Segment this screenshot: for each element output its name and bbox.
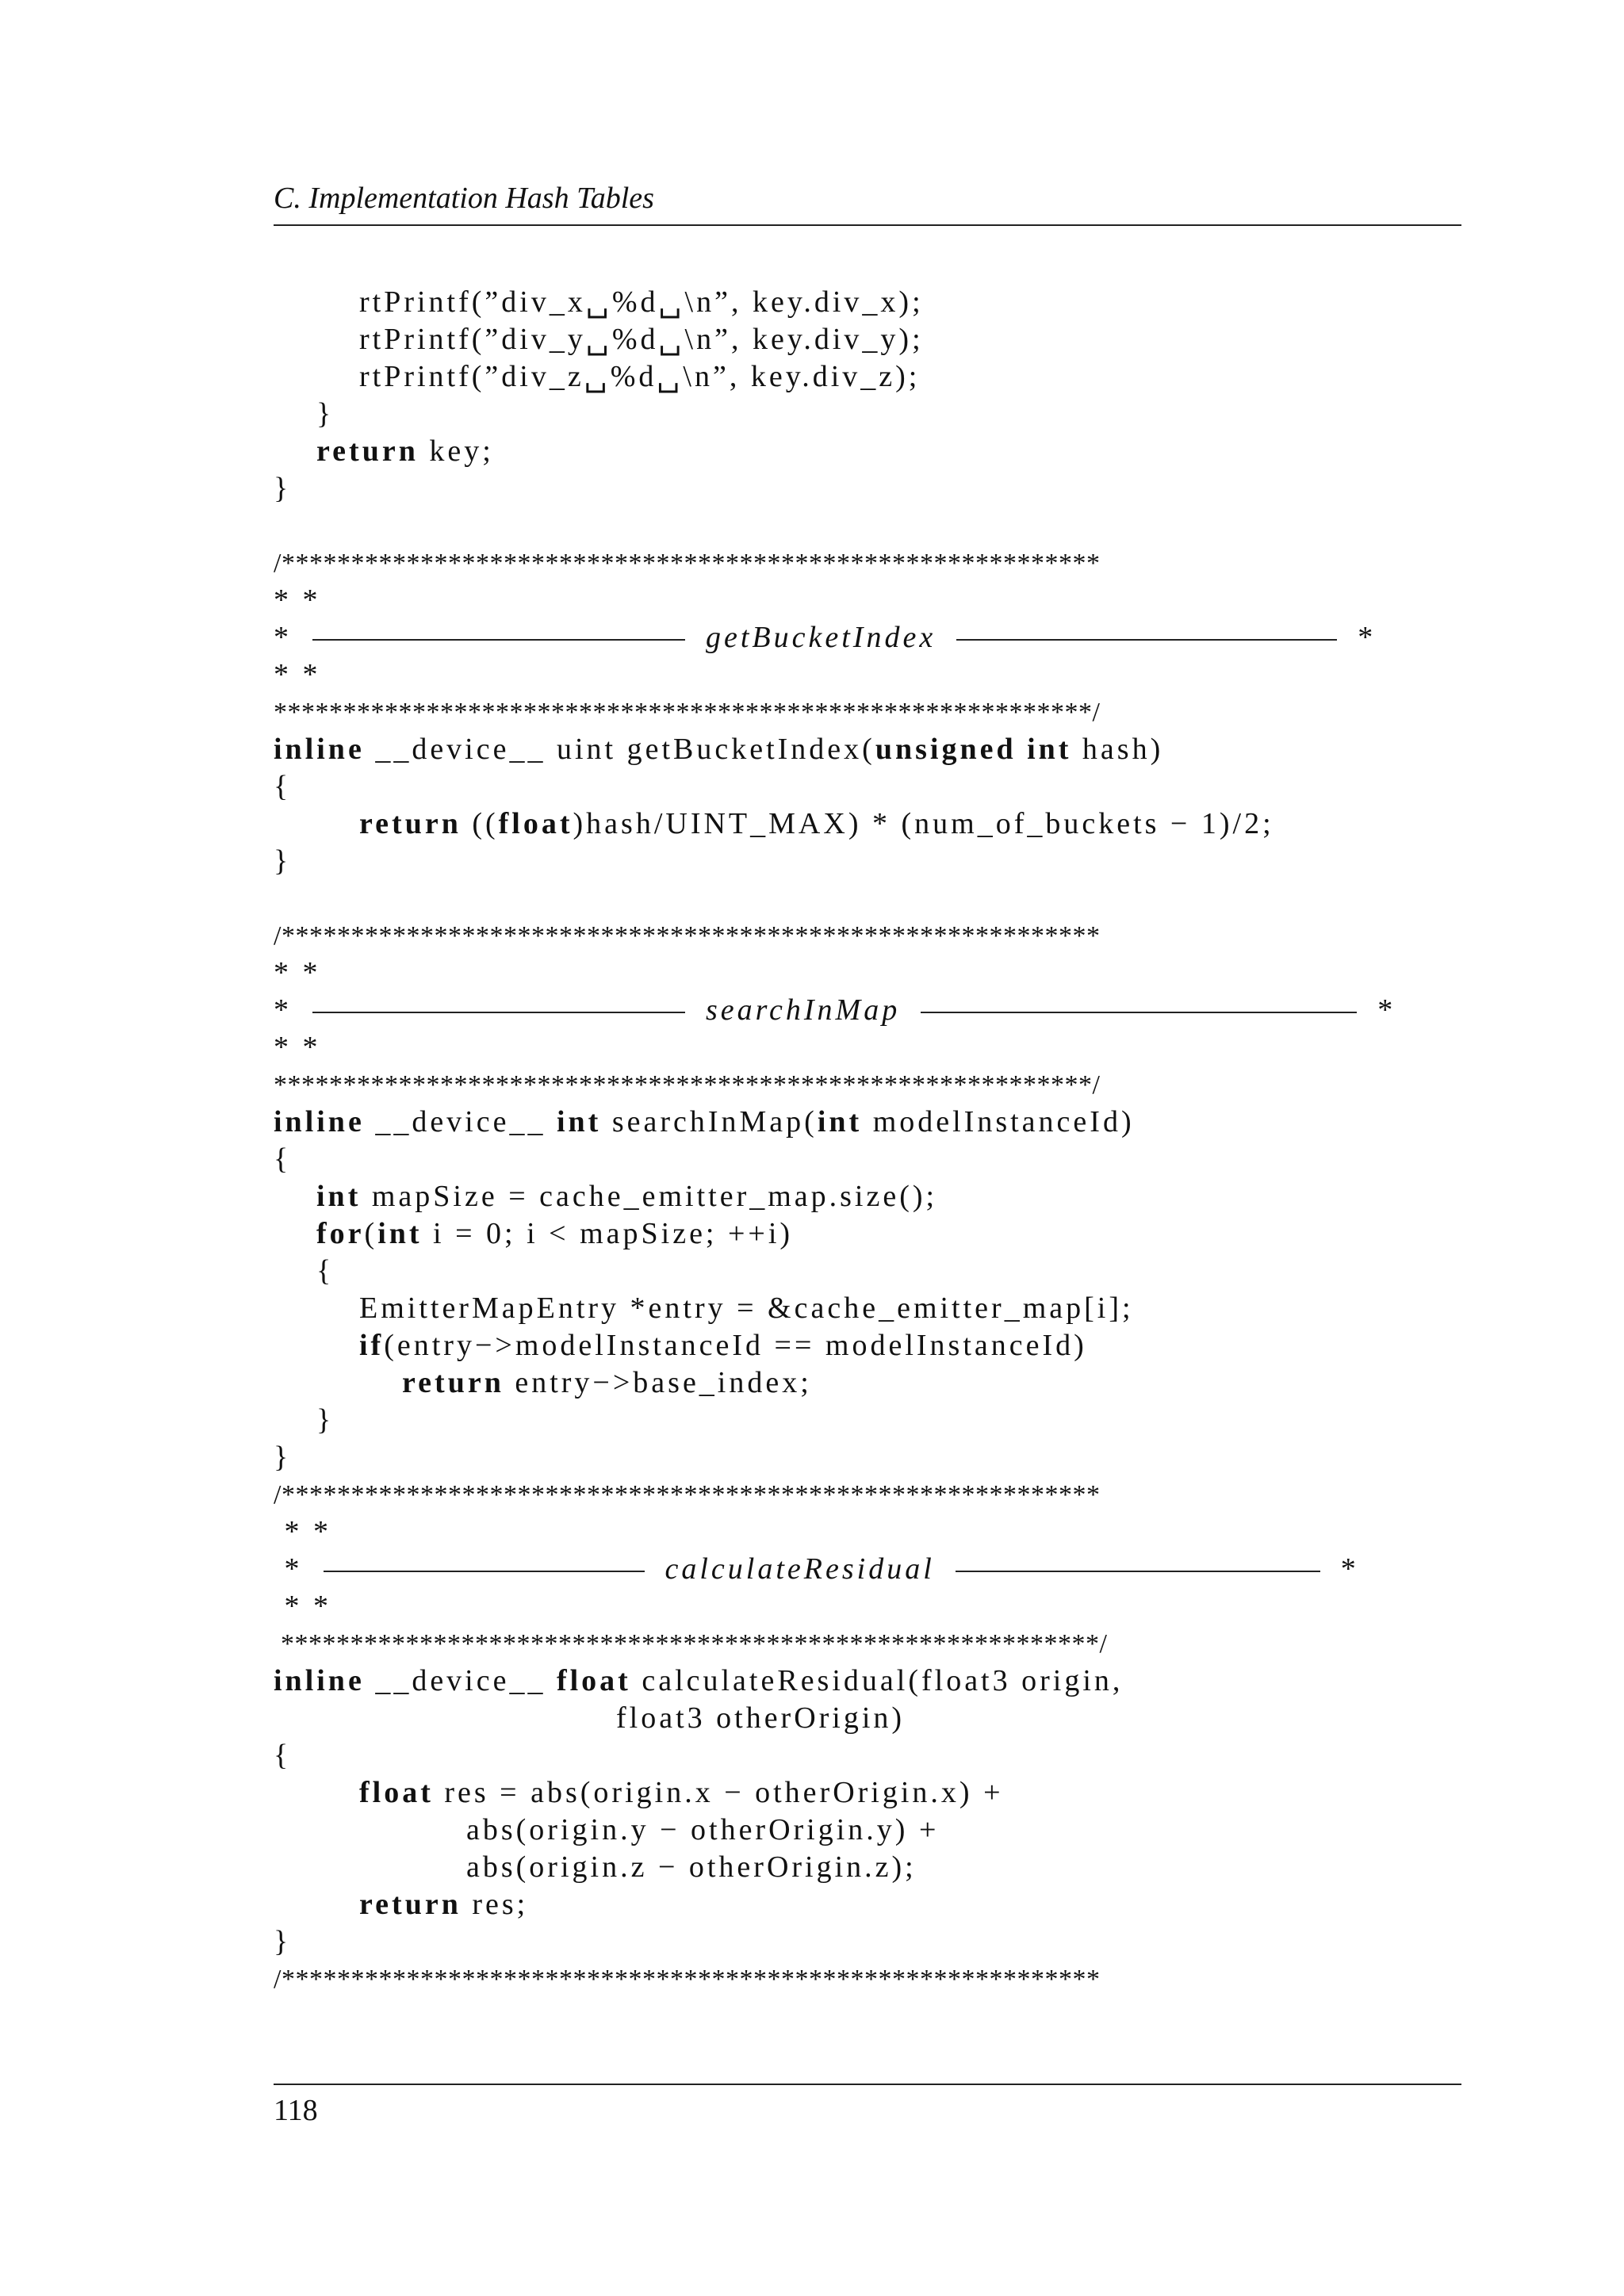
code-text: searchInMap( xyxy=(601,1105,818,1138)
blank-line xyxy=(274,507,1461,545)
banner-rule-left xyxy=(324,1571,645,1572)
banner-rule-right xyxy=(956,639,1337,641)
comment-border-bottom: ***********************************************************/ xyxy=(274,1629,1108,1659)
code-line xyxy=(274,1327,1461,1364)
code-text: { xyxy=(316,1254,335,1288)
code-text: modelInstanceId) xyxy=(862,1105,1135,1138)
comment-border-bottom: ***********************************************************/ xyxy=(274,1070,1101,1100)
code-line xyxy=(274,1774,1461,1812)
code-line xyxy=(274,1402,1461,1439)
code-text: key; xyxy=(418,434,494,468)
code-text: __device__ xyxy=(364,1105,557,1138)
code-text: abs(origin.y − otherOrigin.y) + xyxy=(466,1813,940,1846)
code-line: } xyxy=(274,844,292,878)
code-line xyxy=(274,1253,1461,1290)
comment-border-top: /*********************************************************** xyxy=(274,549,1101,578)
code-text: } xyxy=(316,1403,335,1437)
comment-line: * * xyxy=(274,1031,321,1064)
code-line xyxy=(274,1215,1461,1253)
comment-star: * xyxy=(1358,621,1377,654)
code-line: { xyxy=(274,1142,292,1176)
keyword: inline xyxy=(274,733,365,766)
code-text: entry−>base_index; xyxy=(504,1366,812,1399)
page-number: 118 xyxy=(274,2094,318,2127)
comment-border-top: /*********************************************************** xyxy=(274,1480,1101,1510)
keyword: float xyxy=(359,1776,434,1809)
banner-rule-left xyxy=(312,1012,685,1013)
comment-border-bottom: ***********************************************************/ xyxy=(274,698,1101,727)
comment-line: * * xyxy=(274,584,321,617)
function-signature xyxy=(274,1104,1461,1141)
code-line: { xyxy=(274,1739,292,1772)
code-line xyxy=(274,1849,1461,1886)
keyword: return xyxy=(359,1888,462,1921)
banner-rule-right xyxy=(956,1571,1320,1572)
keyword: return xyxy=(359,807,462,840)
code-line: rtPrintf(”div_z␣%d␣\n”, key.div_z); xyxy=(274,360,921,393)
section-banner xyxy=(274,1551,1461,1588)
code-line xyxy=(274,1290,1461,1327)
section-title: calculateResidual xyxy=(665,1552,935,1586)
code-text: EmitterMapEntry *entry = &cache_emitter_map[i]; xyxy=(359,1292,1134,1325)
comment-border-top: /*********************************************************** xyxy=(274,921,1101,951)
code-text: __device__ uint getBucketIndex( xyxy=(364,733,875,766)
keyword: int xyxy=(817,1105,863,1138)
code-text: hash) xyxy=(1071,733,1164,766)
function-signature xyxy=(274,1663,1461,1700)
comment-line: * * xyxy=(274,1515,331,1548)
keyword: int xyxy=(377,1217,423,1250)
code-text: ( xyxy=(364,1217,378,1250)
comment-line: * * xyxy=(274,658,321,691)
comment-star: * xyxy=(274,993,292,1027)
code-line xyxy=(274,433,1461,470)
code-line xyxy=(274,1178,1461,1215)
code-text: float3 otherOrigin) xyxy=(616,1701,906,1735)
code-line: } xyxy=(274,397,335,430)
footer-rule xyxy=(274,2084,1461,2085)
function-signature xyxy=(274,731,1461,768)
code-text: (( xyxy=(461,807,499,840)
code-text: mapSize = cache_emitter_map.size(); xyxy=(361,1180,938,1213)
banner-rule-right xyxy=(921,1012,1357,1013)
comment-line: * * xyxy=(274,956,321,989)
keyword: float xyxy=(498,807,573,840)
section-banner xyxy=(274,992,1461,1029)
keyword: inline xyxy=(274,1105,365,1138)
running-header: C. Implementation Hash Tables xyxy=(274,182,654,215)
header-rule xyxy=(274,224,1461,226)
comment-line: * * xyxy=(274,1590,331,1623)
code-line: rtPrintf(”div_y␣%d␣\n”, key.div_y); xyxy=(274,323,924,356)
keyword: return xyxy=(316,434,419,468)
section-title: getBucketIndex xyxy=(706,621,936,654)
code-text: res = abs(origin.x − otherOrigin.x) + xyxy=(433,1776,1004,1809)
code-line xyxy=(274,806,1461,843)
code-line xyxy=(274,1364,1461,1402)
code-text: i = 0; i < mapSize; ++i) xyxy=(422,1217,794,1250)
code-text: abs(origin.z − otherOrigin.z); xyxy=(466,1850,917,1884)
code-line xyxy=(274,1886,1461,1923)
code-text: )hash/UINT_MAX) * (num_of_buckets − 1)/2; xyxy=(573,807,1274,840)
code-line: } xyxy=(274,1925,292,1958)
comment-star: * xyxy=(284,1552,303,1586)
code-line: } xyxy=(274,472,292,505)
code-text: __device__ xyxy=(364,1664,557,1697)
comment-border-top: /*********************************************************** xyxy=(274,1965,1101,1994)
section-title: searchInMap xyxy=(706,993,901,1027)
code-line: } xyxy=(274,1441,292,1474)
code-text: res; xyxy=(461,1888,529,1921)
keyword: float xyxy=(556,1664,631,1697)
code-text: (entry−>modelInstanceId == modelInstanceId) xyxy=(384,1329,1087,1362)
code-text: calculateResidual(float3 origin, xyxy=(630,1664,1124,1697)
code-line: { xyxy=(274,770,292,803)
banner-rule-left xyxy=(312,639,685,641)
keyword: unsigned int xyxy=(875,733,1072,766)
keyword: int xyxy=(316,1180,362,1213)
code-line xyxy=(274,1700,1461,1737)
comment-star: * xyxy=(1340,1552,1359,1586)
comment-star: * xyxy=(1377,993,1396,1027)
comment-star: * xyxy=(274,621,292,654)
code-listing xyxy=(274,284,1461,1998)
keyword: inline xyxy=(274,1664,365,1697)
section-banner xyxy=(274,619,1461,656)
keyword: int xyxy=(556,1105,602,1138)
code-line: rtPrintf(”div_x␣%d␣\n”, key.div_x); xyxy=(274,285,924,319)
keyword: return xyxy=(402,1366,504,1399)
blank-line xyxy=(274,880,1461,917)
code-line xyxy=(274,1812,1461,1849)
keyword: if xyxy=(359,1329,385,1362)
keyword: for xyxy=(316,1217,365,1250)
